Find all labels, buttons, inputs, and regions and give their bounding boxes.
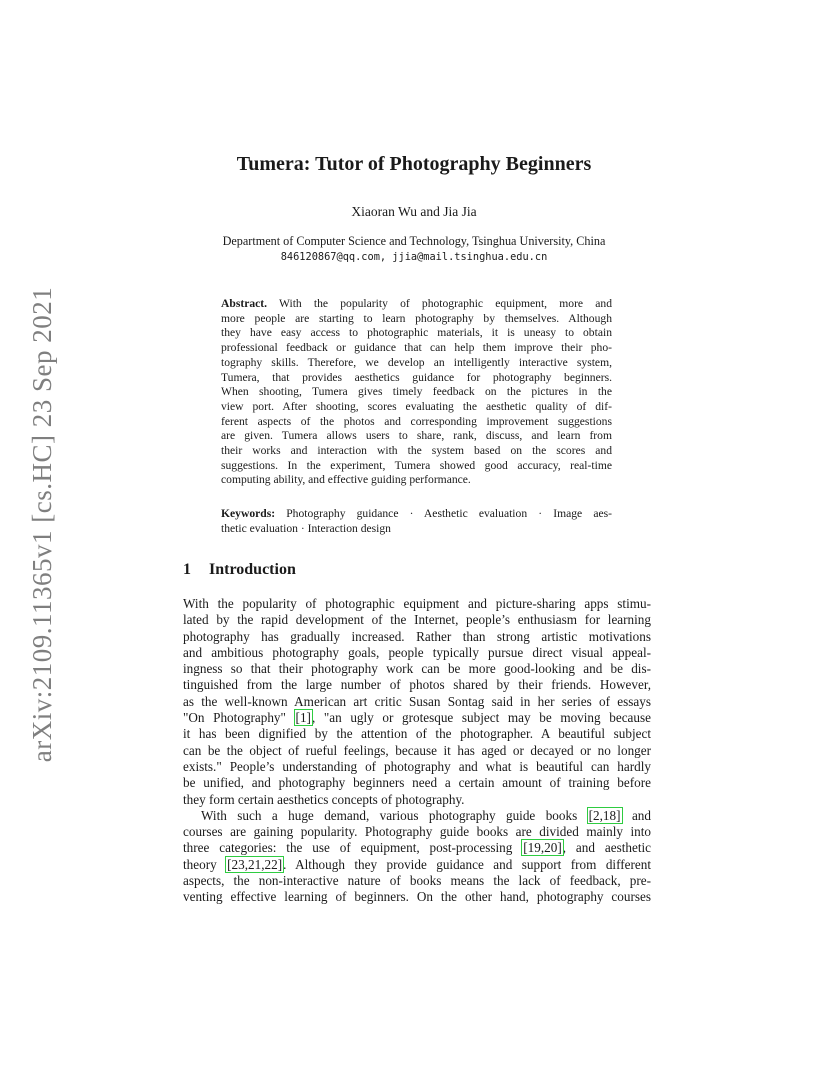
body-line: be unified, and photography beginners need a certain amount of training before [183,775,651,791]
author-emails: 846120867@qq.com, jjia@mail.tsinghua.edu.cn [280,251,548,263]
paper-title: Tumera: Tutor of Photography Beginners [236,153,592,175]
arxiv-identifier-stamp [26,287,60,762]
body-line [183,710,651,726]
body-text-segment: . Although they provide guidance and support from different [283,856,651,872]
body-text-segment: and [621,807,651,823]
body-text-segment: three categories: the use of equipment, post-processing [183,840,523,856]
body-line: it has been dignified by the attention of the photographer. A beautiful subject [183,726,651,742]
body-line: as the well-known American art critic Susan Sontag said in her series of essays [183,693,651,709]
body-line: ingness so that their photography work can be more good-looking and be dis- [183,661,651,677]
body-line: they form certain aesthetics concepts of photography. [183,791,465,807]
abstract-line: they have easy access to photographic materials, it is uneasy to obtain [221,326,612,340]
paper-authors: Xiaoran Wu and Jia Jia [351,204,477,219]
body-line [183,857,651,873]
abstract-line: are given. Tumera allows users to share, rank, discuss, and learn from [221,429,612,443]
body-line: tinguished from the large number of photos shared by their friends. However, [183,677,651,693]
citation-link[interactable]: [2,18] [588,807,621,823]
keywords-label: Keywords: [221,507,276,520]
body-line: can be the object of rueful feelings, because it has aged or decayed or no longer [183,742,651,758]
body-line: photography has gradually increased. Rather than strong artistic motivations [183,628,651,644]
citation-link[interactable]: [1] [295,710,311,726]
body-line: and ambitious photography goals, people typically pursue direct visual appeal- [183,644,651,660]
abstract-line: tography skills. Therefore, we develop an intelligently interactive system, [221,355,612,369]
author-affiliation: Department of Computer Science and Technology, Tsinghua University, China [222,234,606,248]
body-text-segment: , and aesthetic [562,840,652,856]
keywords [221,507,612,536]
abstract-line: professional feedback or guidance that can help them improve their pho- [221,341,612,355]
body-text-segment: With such a huge demand, various photography guide books [201,807,588,823]
abstract-line: ferent aspects of the photos and corresponding improvement suggestions [221,414,612,428]
abstract-line: more people are starting to learn photography by themselves. Although [221,311,612,325]
body-text-segment: "On Photography" [183,710,295,726]
abstract-line [221,297,612,312]
keywords-line [221,507,612,522]
body-text-segment: theory [183,856,227,872]
abstract-text: With the popularity of photographic equipment, more and [267,297,612,310]
body-line: venting effective learning of beginners. On the other hand, photography courses [183,889,651,905]
section-heading [183,561,296,579]
body-line: aspects, the non-interactive nature of books means the lack of feedback, pre- [183,873,651,889]
abstract-line: their works and interaction with the system based on the scores and [221,444,612,458]
abstract-line: suggestions. In the experiment, Tumera showed good accuracy, real-time [221,458,612,472]
body-line [183,840,651,856]
abstract-line: When shooting, Tumera gives timely feedback on the pictures in the [221,385,612,399]
body-line [183,808,651,824]
body-line: lated by the rapid development of the Internet, people’s enthusiasm for learning [183,612,651,628]
abstract-label: Abstract. [221,297,268,310]
body-line: courses are gaining popularity. Photography guide books are divided mainly into [183,824,651,840]
body-text [183,596,651,906]
abstract [221,297,612,488]
arxiv-identifier-text: arXiv:2109.11365v1 [cs.HC] 23 Sep 2021 [27,286,58,763]
body-line: With the popularity of photographic equipment and picture-sharing apps stimu- [183,596,651,611]
abstract-line: view port. After shooting, scores evaluating the aesthetic quality of dif- [221,399,612,413]
body-text-segment: , "an ugly or grotesque subject may be moving because [311,710,651,726]
body-line: exists." People’s understanding of photography and what is beautiful can hardly [183,758,651,774]
section-number: 1 [183,561,191,578]
keywords-line: thetic evaluation · Interaction design [221,521,391,535]
citation-link[interactable]: [19,20] [523,840,562,856]
citation-link[interactable]: [23,21,22] [227,856,283,872]
keywords-text: Photography guidance · Aesthetic evaluation · Image aes- [275,507,612,520]
section-title: Introduction [209,561,296,578]
abstract-line: Tumera, that provides aesthetics guidance for photography beginners. [221,370,612,384]
abstract-line: computing ability, and effective guiding performance. [221,473,471,487]
